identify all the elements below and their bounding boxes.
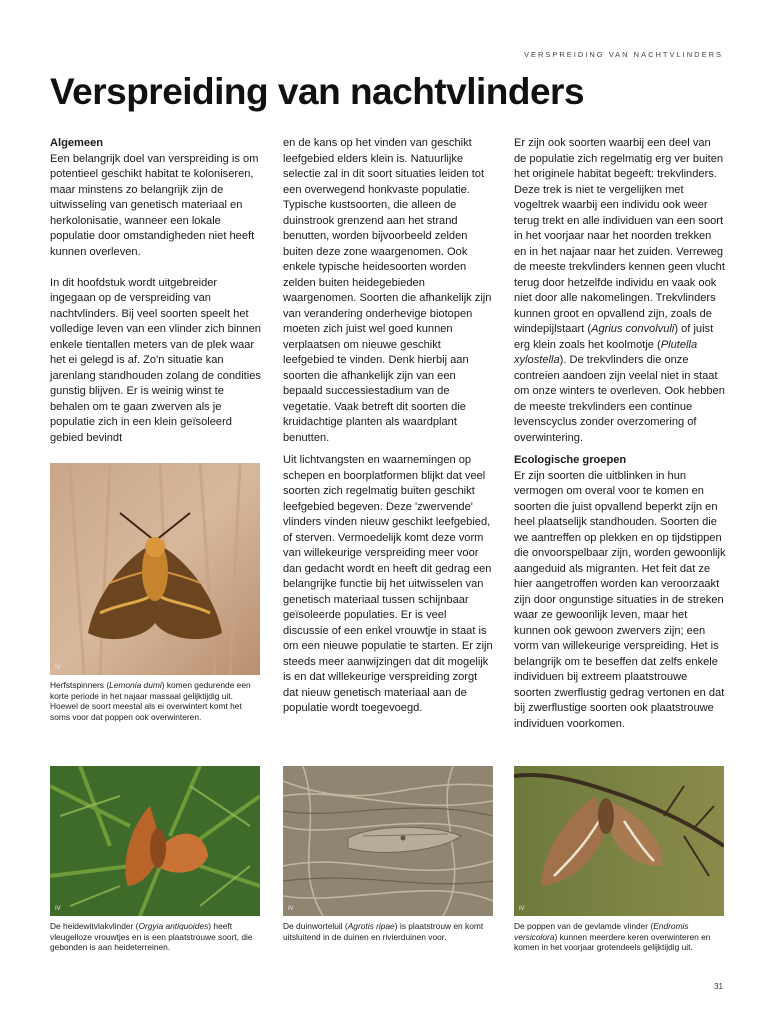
paragraph: Uit lichtvangsten en waarnemingen op schepen en boorplatformen blijkt dat veel soorten zich regelmatig buiten geschikt leefgebied begeven. Deze 'zwervende' vlinders vinden nieuw geschikt leefgebied, of sterven. Vermoedelijk komt deze vorm van willekeurige verspreiding meer voor dan gedacht wordt en heeft dit gedrag een belangrijke functie bij het uitwisselen van genetisch materiaal tussen schijnbaar geïsoleerde populaties. Er is veel discussie of een enkel vrouwtje in staat is om een nieuwe populatie te starten. Er zijn steeds meer aanwijzingen dat dit mogelijk is en dat willekeurige verspreiding zorgt dat nieuw genetisch materiaal aan de populatie wordt toegevoegd. [283, 454, 493, 714]
moth-illustration [283, 766, 493, 916]
column-3 [514, 136, 726, 446]
photo-caption: De poppen van de gevlamde vlinder (Endromis versicolora) kunnen meerdere keren overwinteren en komen in het voorjaar grotendeels gelijktijdig uit. [514, 921, 711, 952]
paragraph: In dit hoofdstuk wordt uitgebreider ingegaan op de verspreiding van nachtvlinders. Bij veel soorten speelt het volledige leven van een vlinder zich binnen enkele tientallen meters van de plek waar het ei gelegd is af. Zo'n situatie kan jarenlang standhouden zolang de condities gunstig blijven. Er is weinig winst te behalen om te gaan zwerven als je populatie zich in een klein geïsoleerd gebied bevindt [50, 276, 261, 444]
paragraph: Een belangrijk doel van verspreiding is om potentieel geschikt habitat te koloniseren, maar minstens zo belangrijk zijn de uitwisseling van genetisch materiaal en herkolonisatie, wanneer een lokale populatie door omstandigheden niet heeft kunnen overleven. [50, 152, 259, 258]
column-2-lower [283, 453, 495, 717]
photo-caption: Herfstspinners (Lemonia dumi) komen gedurende een korte periode in het najaar massaal gelijktijdig uit. Hoewel de soort meestal als ei overwintert komt het soms voor dat poppen ook overwinteren. [50, 680, 251, 722]
photo-caption: De heidewitvlakvlinder (Orgyia antiquoides) heeft vleugelloze vrouwtjes en is een plaatstrouwe soort, die gebonden is aan heideterreinen. [50, 921, 253, 952]
page-title: Verspreiding van nachtvlinders [50, 71, 585, 112]
paragraph: Er zijn ook soorten waarbij een deel van de populatie zich regelmatig erg ver buiten het originele habitat begeeft: trekvlinders. Deze trek is niet te vergelijken met vogeltrek waarbij een individu ook weer terug trekt en alle individuen van een soort in het voorjaar naar het noorden trekken en in het najaar naar het zuiden. Verreweg de meeste trekvlinders kennen geen vlucht terug door hetzelfde individu en vaak ook niet door alle nakomelingen. Trekvlinders kunnen groot en opvallend zijn, zoals de windepijlstaart (Agrius convolvuli) of juist erg klein zoals het koolmotje (Plutella xylostella). De trekvlinders die onze contreien aandoen zijn veelal niet in staat om onze winters te overleven. Ook hebben de meeste trekvlinders een continue levenscyclus zonder overzomering of overwintering. [514, 137, 725, 444]
column-2 [283, 136, 495, 446]
paragraph: Er zijn soorten die uitblinken in hun vermogen om overal voor te komen en soorten die juist opvallend beperkt zijn en heel plaatselijk standhouden. Soorten die we aantreffen op plekken en op tijdstippen die onvoorspelbaar zijn, worden gewoonlijk aangeduid als migranten. Het feit dat ze hier aangetroffen worden kan veroorzaakt zijn door ongunstige situaties in de streken waar ze gewoonlijk leven, maar het kunnen ook gewoon zwervers zijn; een vorm van willekeurige verspreiding. Het is belangrijk om te beseffen dat zelfs enkele individuen bij extreem plaatstrouwe soorten zwerflustig gedrag vertonen en dat bij zwerflustige soorten ook plaatstrouwe individuen voorkomen. [514, 469, 726, 730]
photo-credit: IV [55, 665, 61, 671]
moth-illustration [50, 463, 260, 675]
section-heading-algemeen: Algemeen [50, 137, 104, 149]
moth-illustration [514, 766, 724, 916]
paragraph: en de kans op het vinden van geschikt leefgebied elders klein is. Natuurlijke selectie zal in dit soort situaties leiden tot een overwegend honkvaste populatie. Typische kustsoorten, die alleen de duinstrook grenzend aan het strand benutten, worden bijvoorbeeld zelden buiten deze zone waargenomen. Ook enkele typische heidesoorten worden zelden buiten heidegebieden waargenomen. Soorten die afhankelijk zijn van verandering onderhevige biotopen moeten zich juist wel goed kunnen verplaatsen om nieuwe geschikt leefgebied te vinden. Denk hierbij aan soorten die afhankelijk zijn van een bepaald successiestadium van de vegetatie. Vaak betreft dit soorten die kruidachtige planten als waardplant benutten. [283, 137, 492, 444]
photo-caption: De duinworteluil (Agrotis ripae) is plaatstrouw en komt uitsluitend in de duinen en rivierduinen voor. [283, 921, 484, 942]
photo-gevlamde-vlinder [514, 766, 724, 916]
photo-credit: IV [519, 906, 525, 912]
moth-illustration [50, 766, 260, 916]
column-1 [50, 136, 262, 446]
section-heading-ecologische-groepen: Ecologische groepen [514, 454, 627, 466]
photo-credit: IV [55, 906, 61, 912]
photo-herfstspinner [50, 463, 260, 675]
photo-duinworteluil [283, 766, 493, 916]
column-3-lower [514, 453, 726, 732]
running-head: VERSPREIDING VAN NACHTVLINDERS [523, 50, 723, 59]
photo-heidewitvlakvlinder [50, 766, 260, 916]
page-number: 31 [714, 982, 723, 991]
photo-credit: IV [288, 906, 294, 912]
